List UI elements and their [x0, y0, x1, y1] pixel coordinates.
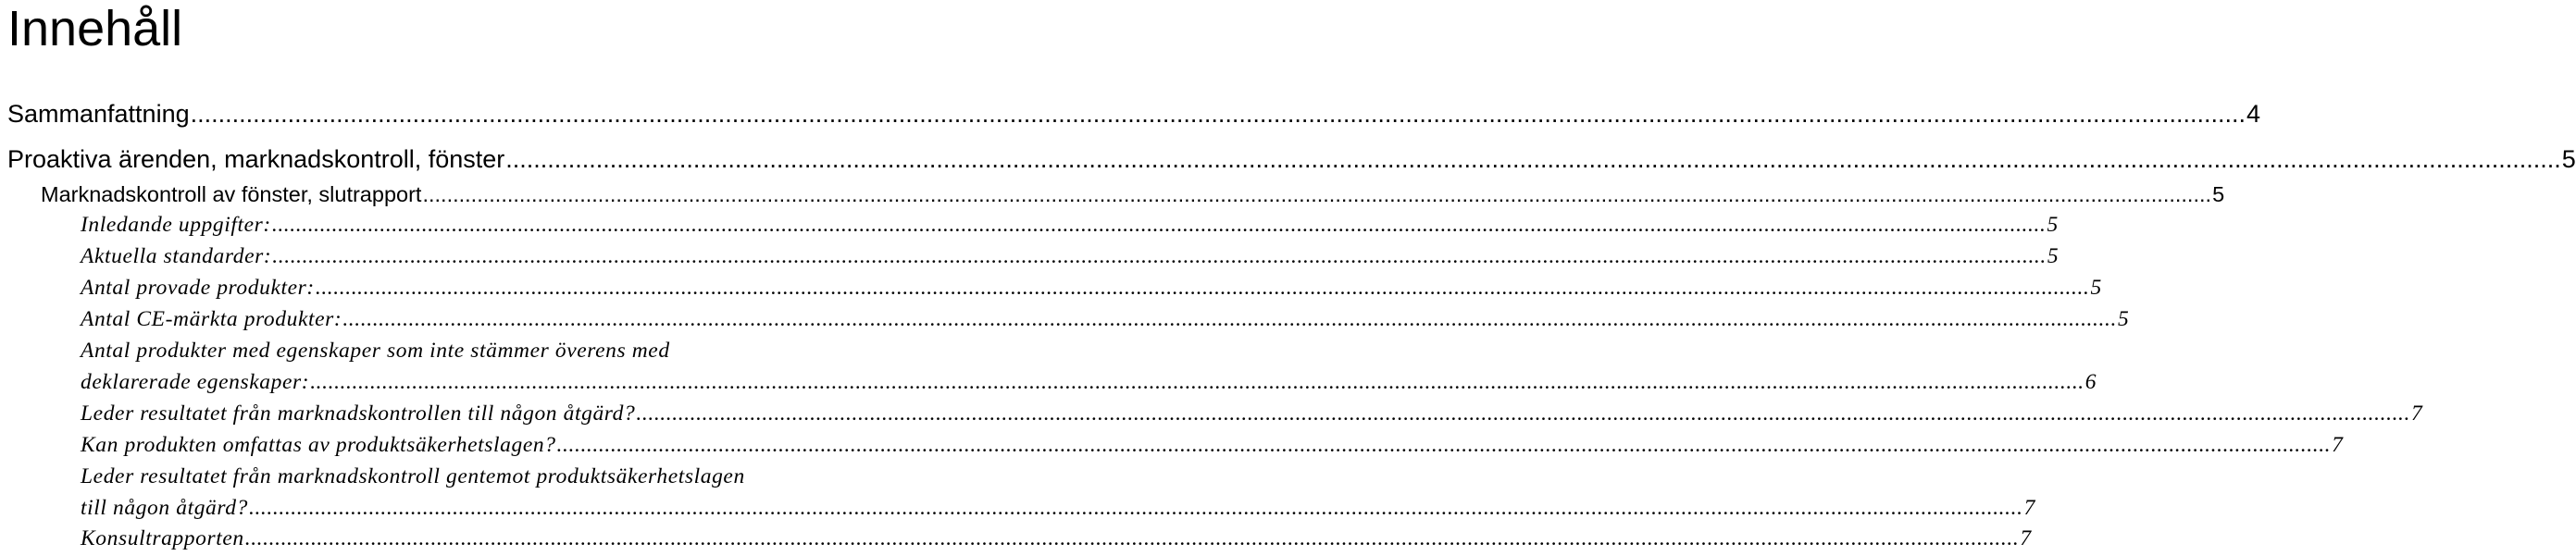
dot-leader: ........................................................................................................................................................................................................................................................................................................ [244, 526, 2020, 550]
toc-entry-page: 4 [2246, 100, 2261, 128]
toc-entry-sammanfattning[interactable] [7, 98, 2261, 130]
toc-entry-marknadskontroll-slutrapport[interactable] [41, 180, 2225, 208]
toc-entry-label: deklarerade egenskaper: [81, 370, 310, 394]
dot-leader: ........................................................................................................................................................................................................................................................................................................ [271, 213, 2047, 237]
dot-leader: ........................................................................................................................................................................................................................................................................................................ [310, 370, 2084, 394]
toc-entry-label: Kan produkten omfattas av produktsäkerhetslagen? [81, 433, 556, 457]
dot-leader: ........................................................................................................................................................................................................................................................................................................ [556, 433, 2332, 457]
toc-entry-label: Antal CE-märkta produkter: [81, 307, 342, 331]
toc-entry-label: Konsultrapporten [81, 526, 244, 550]
page-title: Innehåll [7, 1, 183, 56]
toc-entry-leder-resultatet-atgard[interactable] [81, 494, 2035, 522]
toc-entry-label: Inledande uppgifter: [81, 213, 271, 237]
dot-leader: ........................................................................................................................................................................................................................................................................................................ [342, 307, 2117, 331]
toc-entry-leder-resultatet-marknadskontrollen[interactable] [81, 400, 2423, 427]
toc-entry-aktuella-standarder[interactable] [81, 242, 2060, 270]
toc-entry-label: Leder resultatet från marknadskontrollen till någon åtgärd? [81, 402, 636, 426]
toc-entry-produktsakerhetslagen[interactable] [81, 431, 2344, 459]
toc-entry-page: 7 [2020, 526, 2032, 550]
toc-entry-konsultrapporten[interactable] [81, 525, 2032, 552]
toc-entry-page: 6 [2084, 370, 2097, 394]
toc-entry-label-line1: Antal produkter med egenskaper som inte stämmer överens med [81, 339, 670, 363]
dot-leader: ........................................................................................................................................................................................................................................................................................................ [248, 496, 2023, 520]
toc-entry-label: Proaktiva ärenden, marknadskontroll, fönster [7, 145, 505, 173]
dot-leader: ........................................................................................................................................................................................................................................................................................................ [505, 145, 2561, 173]
toc-entry-deklarerade-egenskaper[interactable] [81, 368, 2097, 396]
toc-entry-page: 5 [2047, 213, 2059, 237]
toc-entry-antal-ce-markta[interactable] [81, 305, 2130, 333]
toc-entry-page: 7 [2411, 402, 2423, 426]
toc-entry-label: Antal provade produkter: [81, 276, 315, 300]
dot-leader: ........................................................................................................................................................................................................................................................................................................ [315, 276, 2090, 300]
toc-entry-page: 5 [2561, 145, 2576, 173]
toc-entry-label: till någon åtgärd? [81, 496, 248, 520]
toc-entry-label-line1: Leder resultatet från marknadskontroll gentemot produktsäkerhetslagen [81, 464, 745, 488]
toc-entry-page: 5 [2090, 276, 2102, 300]
toc-entry-page: 5 [2047, 244, 2060, 268]
dot-leader: ........................................................................................................................................................................................................................................................................................................ [636, 402, 2410, 426]
toc-entry-label: Aktuella standarder: [81, 244, 272, 268]
dot-leader: ........................................................................................................................................................................................................................................................................................................ [422, 182, 2212, 206]
toc-entry-page: 7 [2332, 433, 2344, 457]
toc-entry-antal-provade-produkter[interactable] [81, 274, 2102, 302]
toc-entry-proaktiva-arenden[interactable] [7, 143, 2576, 175]
toc-entry-page: 5 [2117, 307, 2130, 331]
toc-entry-label: Marknadskontroll av fönster, slutrapport [41, 182, 422, 206]
toc-entry-label: Sammanfattning [7, 100, 190, 128]
toc-entry-page: 5 [2212, 182, 2225, 206]
dot-leader: ........................................................................................................................................................................................................................................................................................................ [272, 244, 2047, 268]
toc-entry-page: 7 [2023, 496, 2035, 520]
dot-leader: ........................................................................................................................................................................................................................................................................................................ [190, 100, 2246, 128]
toc-entry-inledande-uppgifter[interactable] [81, 211, 2059, 239]
